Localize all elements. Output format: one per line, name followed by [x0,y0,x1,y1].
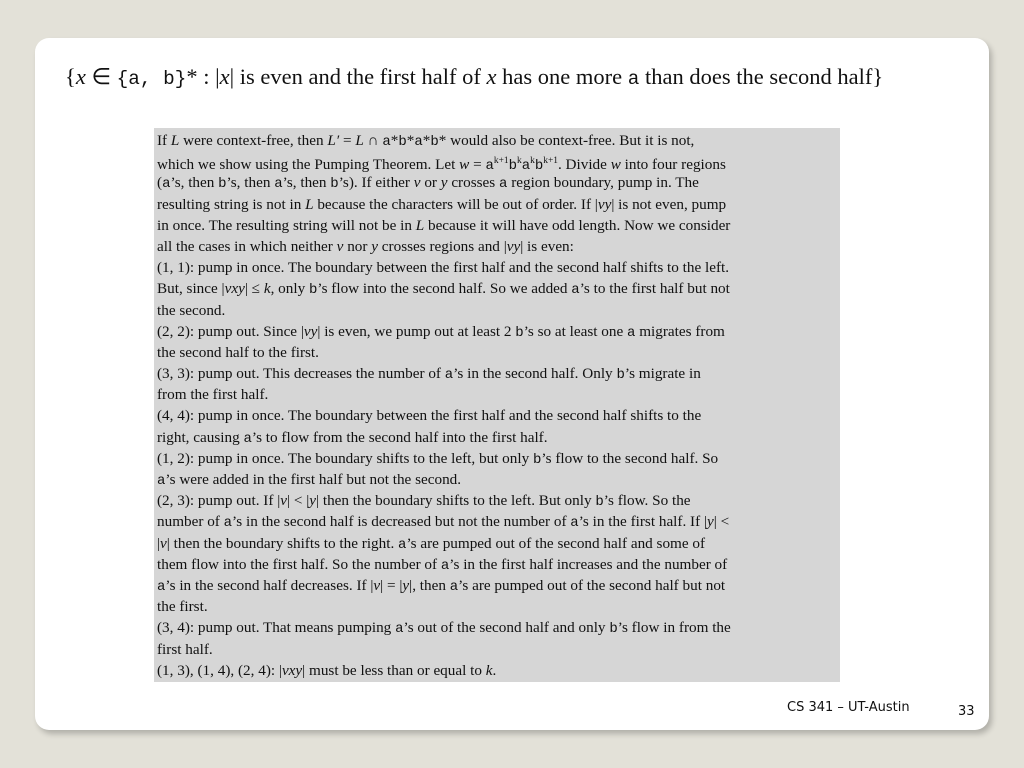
proof-line: number of a’s in the second half is decreased but not the number of a’s in the first half. If |y| < [157,513,730,532]
proof-line: the second half to the first. [157,343,319,361]
proof-line: If L were context-free, then L′ = L ∩ a*b*a*b* would also be context-free. But it is not, [157,132,695,150]
proof-line: them flow into the first half. So the number of a’s in the first half increases and the number of [157,555,728,574]
title-variable-x-length: x [219,64,230,89]
proof-box [154,128,840,682]
proof-text [157,130,731,681]
proof-line: (a’s, then b’s, then a’s, then b’s). If either v or y crosses a region boundary, pump in. The [157,174,699,193]
proof-line: (2, 3): pump out. If |v| < |y| then the boundary shifts to the left. But only b’s flow. So the [157,492,691,511]
title-set-open: { [65,64,76,89]
proof-line: the first. [157,598,208,616]
proof-line: (1, 2): pump in once. The boundary shifts to the left, but only b’s flow to the second half. So [157,449,719,468]
title-text-part-3: than does the second half} [639,64,884,89]
slide-title [65,66,883,89]
proof-line: (1, 1): pump in once. The boundary between the first half and the second half shifts to the left. [157,259,730,277]
proof-line: right, causing a’s to flow from the second half into the first half. [157,428,548,447]
proof-line: (2, 2): pump out. Since |vy| is even, we pump out at least 2 b’s so at least one a migrates from [157,322,725,341]
proof-line: (3, 4): pump out. That means pumping a’s out of the second half and only b’s flow in from the [157,619,731,638]
page-number: 33 [958,704,975,719]
title-alphabet: {a, b} [116,68,187,90]
proof-line: first half. [157,640,213,658]
proof-line: a’s in the second half decreases. If |v| = |y|, then a’s are pumped out of the second half but not [157,576,726,595]
slide [35,38,989,730]
proof-line: in once. The resulting string will not be in L because it will have odd length. Now we consider [157,216,731,234]
title-variable-x-half: x [486,64,497,89]
proof-line: the second. [157,301,226,319]
proof-line: all the cases in which neither v nor y crosses regions and |vy| is even: [157,237,574,255]
title-star-colon: * : | [186,64,220,89]
proof-line: from the first half. [157,386,269,404]
title-variable-x: x [75,64,86,89]
proof-line: a’s were added in the first half but not the second. [157,471,462,489]
proof-line: (4, 4): pump in once. The boundary between the first half and the second half shifts to the [157,407,702,425]
proof-line: (1, 3), (1, 4), (2, 4): |vxy| must be less than or equal to k. [157,661,497,679]
proof-line: resulting string is not in L because the characters will be out of order. If |vy| is not even, pump [157,195,727,213]
proof-line: |v| then the boundary shifts to the right. a’s are pumped out of the second half and some of [157,534,706,553]
proof-line: which we show using the Pumping Theorem. Let $w = a^{k+1}b^ka^kb^{k+1}$. Divide w into four regions [157,156,726,175]
course-footer: CS 341 – UT-Austin [787,700,910,715]
proof-line: (3, 3): pump out. This decreases the number of a’s in the second half. Only b’s migrate in [157,365,701,384]
title-text-part-1: | is even and the first half of [229,64,487,89]
title-member-of: ∈ [85,64,117,89]
proof-line: But, since |vxy| ≤ k, only b’s flow into the second half. So we added a’s to the first half but not [157,280,730,299]
title-text-part-2: has one more [496,64,628,89]
title-char-a: a [627,68,640,90]
